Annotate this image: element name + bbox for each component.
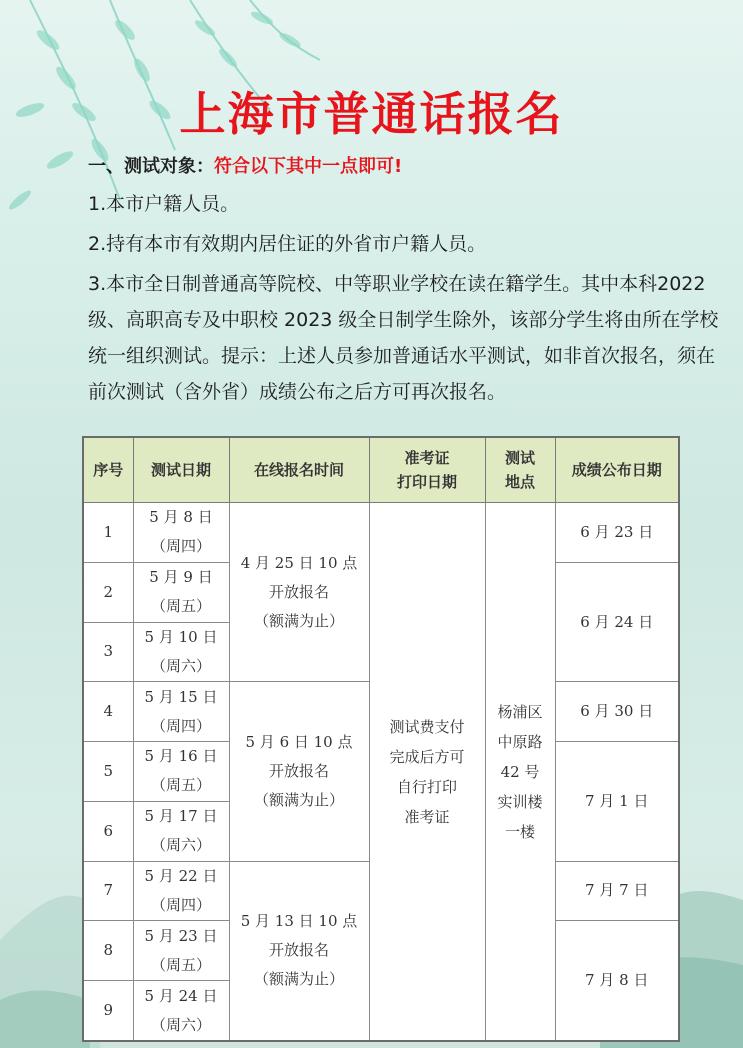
eligibility-item-1: 1.本市户籍人员。	[88, 193, 240, 215]
test-location: 杨浦区 中原路 42 号 实训楼 一楼	[485, 503, 555, 1042]
header-admission-print: 准考证 打印日期	[369, 437, 485, 503]
test-date: 5 月 23 日 （周五）	[133, 921, 229, 981]
page-title: 上海市普通话报名	[179, 87, 564, 141]
row-number: 6	[83, 801, 133, 861]
registration-time: 5 月 6 日 10 点 开放报名 （额满为止）	[229, 682, 369, 861]
header-test-date: 测试日期	[133, 437, 229, 503]
test-date: 5 月 9 日 （周五）	[133, 562, 229, 622]
results-date: 7 月 1 日	[555, 742, 679, 862]
eligibility-item-3: 3.本市全日制普通高等院校、中等职业学校在读在籍学生。其中本科2022 级、高职高专及中职校 2023 级全日制学生除外，该部分学生将由所在学校统一组织测试。提示：上述人员参加普通话水平测试，如非首次报名，须在前次测试（含外省）成绩公布之后方可再次报名。	[88, 273, 719, 403]
row-number: 4	[83, 682, 133, 742]
header-results-date: 成绩公布日期	[555, 437, 679, 503]
test-date: 5 月 10 日 （周六）	[133, 622, 229, 682]
header-registration: 在线报名时间	[229, 437, 369, 503]
header-location: 测试 地点	[485, 437, 555, 503]
table-row	[83, 503, 679, 563]
test-date: 5 月 8 日 （周四）	[133, 503, 229, 563]
results-date: 6 月 30 日	[555, 682, 679, 742]
table-header-row	[83, 437, 679, 503]
schedule-table	[82, 436, 680, 1042]
results-date: 6 月 23 日	[555, 503, 679, 563]
heading-prefix: 一、测试对象：	[88, 156, 214, 177]
test-date: 5 月 16 日 （周五）	[133, 742, 229, 802]
row-number: 5	[83, 742, 133, 802]
section-heading	[88, 150, 728, 184]
admission-print-info: 测试费支付 完成后方可 自行打印 准考证	[369, 503, 485, 1042]
row-number: 1	[83, 503, 133, 563]
registration-time: 5 月 13 日 10 点 开放报名 （额满为止）	[229, 861, 369, 1041]
test-date: 5 月 24 日 （周六）	[133, 981, 229, 1041]
eligibility-item-2: 2.持有本市有效期内居住证的外省市户籍人员。	[88, 233, 487, 255]
header-no: 序号	[83, 437, 133, 503]
test-date: 5 月 22 日 （周四）	[133, 861, 229, 921]
row-number: 3	[83, 622, 133, 682]
heading-highlight: 符合以下其中一点即可!	[214, 156, 403, 177]
row-number: 2	[83, 562, 133, 622]
test-date: 5 月 15 日 （周四）	[133, 682, 229, 742]
results-date: 7 月 7 日	[555, 861, 679, 921]
row-number: 9	[83, 981, 133, 1041]
results-date: 6 月 24 日	[555, 562, 679, 682]
row-number: 7	[83, 861, 133, 921]
results-date: 7 月 8 日	[555, 921, 679, 1041]
registration-time: 4 月 25 日 10 点 开放报名 （额满为止）	[229, 503, 369, 682]
test-date: 5 月 17 日 （周六）	[133, 801, 229, 861]
row-number: 8	[83, 921, 133, 981]
